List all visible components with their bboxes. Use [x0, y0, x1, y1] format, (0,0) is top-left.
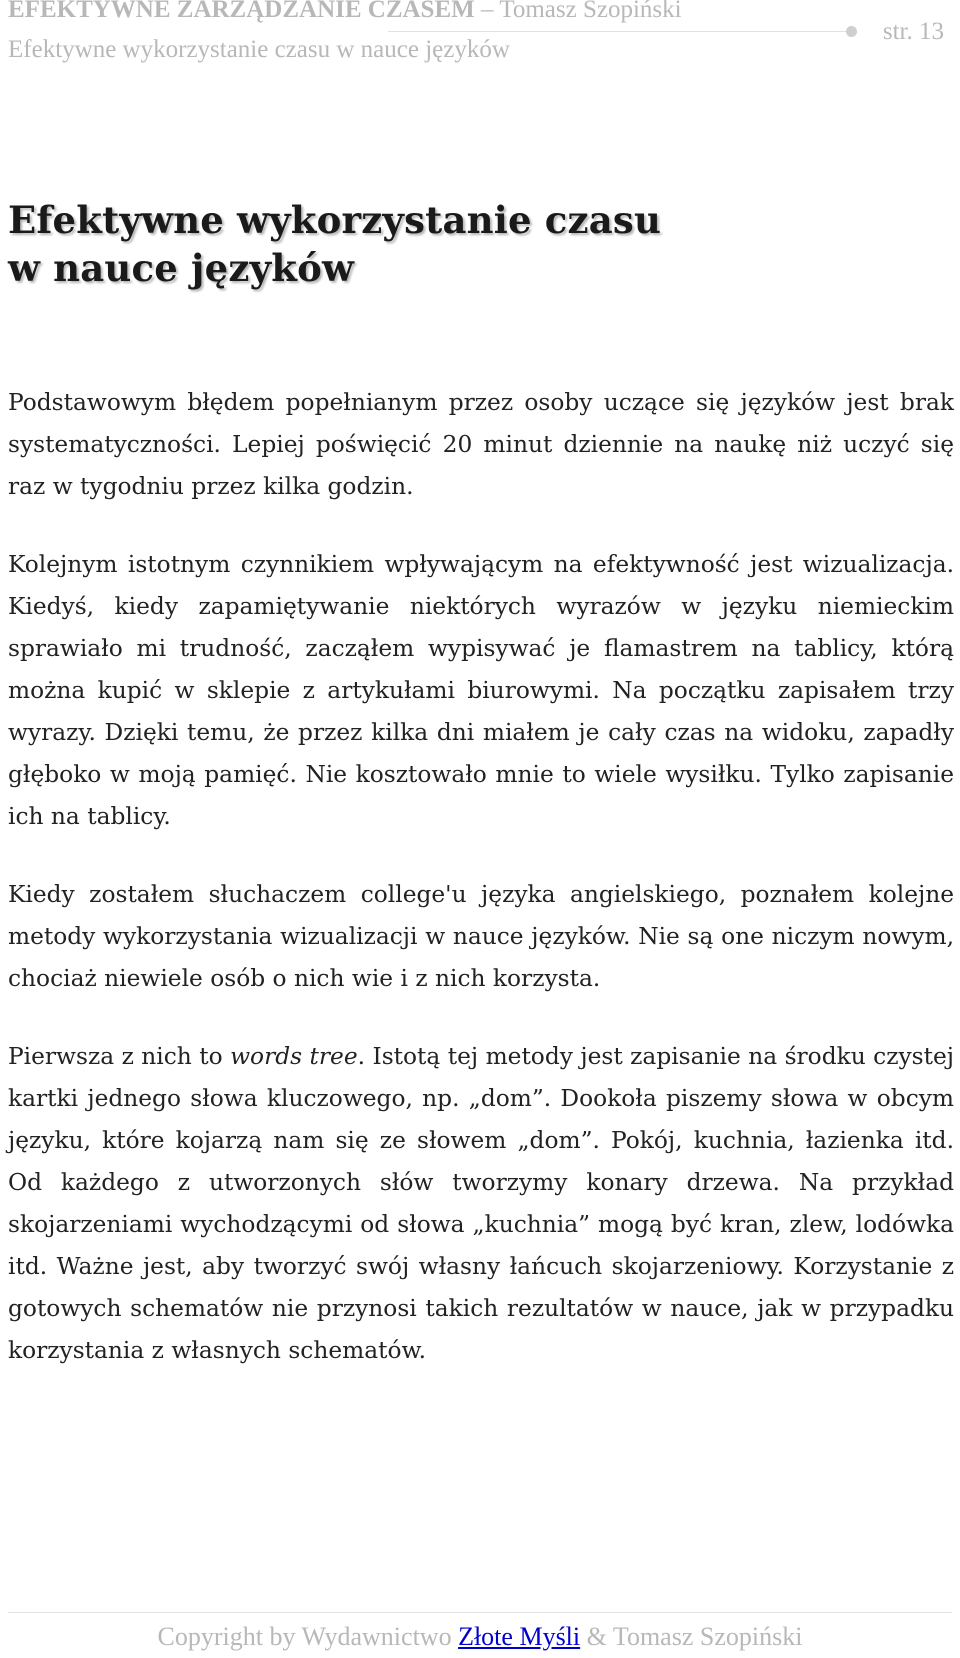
body-content: [8, 382, 954, 1408]
book-title: EFEKTYWNE ZARZĄDZANIE CZASEM: [8, 0, 475, 23]
header-divider: [388, 31, 848, 32]
chapter-title-line1: Efektywne wykorzystanie czasu: [8, 198, 662, 242]
paragraph-words-tree: [8, 1036, 954, 1372]
copyright-suffix: & Tomasz Szopiński: [580, 1622, 803, 1651]
chapter-title: [8, 196, 661, 292]
page-number: str. 13: [882, 18, 944, 45]
copyright-prefix: Copyright by Wydawnictwo: [157, 1622, 459, 1651]
publisher-link[interactable]: Złote Myśli: [458, 1622, 581, 1651]
words-tree-term: words tree: [230, 1043, 358, 1070]
running-header-title: [8, 0, 682, 24]
header-author: Tomasz Szopiński: [499, 0, 682, 23]
paragraph-college: Kiedy zostałem słuchaczem college'u języka angielskiego, poznałem kolejne metody wykorzystania wizualizacji w nauce języków. Nie są one niczym nowym, chociaż niewiele osób o nich wie i z nich korzysta.: [8, 881, 954, 992]
running-header-chapter: Efektywne wykorzystanie czasu w nauce języków: [8, 36, 510, 63]
paragraph-words-tree-rest: . Istotą tej metody jest zapisanie na środku czystej kartki jednego słowa kluczowego, np. „dom”. Dookoła piszemy słowa w obcym języku, które kojarzą nam się ze słowem „dom”. Pokój, kuchnia, łazienka itd. Od każdego z utworzonych słów tworzymy konary drzewa. Na przykład skojarzeniami wychodzącymi od słowa „kuchnia” mogą być kran, zlew, lodówka itd. Ważne jest, aby tworzyć swój własny łańcuch skojarzeniowy. Korzystanie z gotowych schematów nie przynosi takich rezultatów w nauce, jak w przypadku korzystania z własnych schematów.: [8, 1043, 954, 1364]
page-footer: [0, 1612, 960, 1658]
bullet-dot-icon: [846, 26, 857, 37]
chapter-title-line2: w nauce języków: [8, 246, 355, 290]
footer-divider: [8, 1612, 952, 1613]
copyright-notice: [0, 1622, 960, 1652]
paragraph-systematicity: Podstawowym błędem popełnianym przez osoby uczące się języków jest brak systematyczności. Lepiej poświęcić 20 minut dziennie na naukę niż uczyć się raz w tygodniu przez kilka godzin.: [8, 389, 954, 500]
paragraph-visualization: Kolejnym istotnym czynnikiem wpływającym na efektywność jest wizualizacja. Kiedyś, kiedy zapamiętywanie niektórych wyrazów w języku niemieckim sprawiało mi trudność, zacząłem wypisywać je flamastrem na tablicy, którą można kupić w sklepie z artykułami biurowymi. Na początku zapisałem trzy wyrazy. Dzięki temu, że przez kilka dni miałem je cały czas na widoku, zapadły głęboko w moją pamięć. Nie kosztowało mnie to wiele wysiłku. Tylko zapisanie ich na tablicy.: [8, 551, 954, 830]
page-header: [8, 0, 952, 80]
header-separator: –: [474, 0, 500, 23]
paragraph-words-tree-start: Pierwsza z nich to: [8, 1043, 231, 1070]
